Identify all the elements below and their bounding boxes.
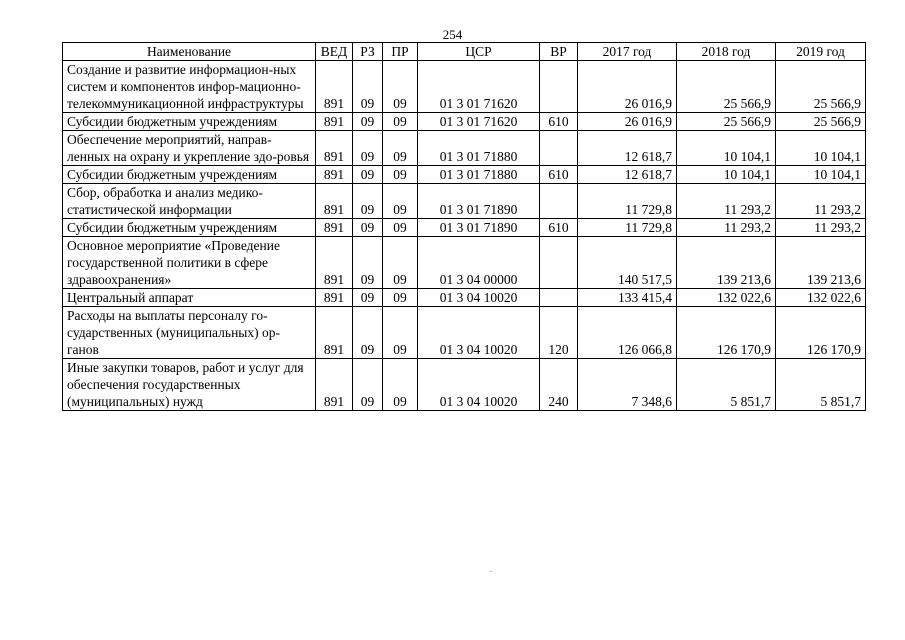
- row-name: Расходы на выплаты персоналу го-сударственных (муниципальных) ор-ганов: [63, 307, 316, 359]
- row-ved: 891: [316, 307, 353, 359]
- row-2019: 10 104,1: [776, 166, 866, 184]
- header-pr: ПР: [383, 43, 418, 61]
- row-2017: 7 348,6: [578, 359, 677, 411]
- row-rz: 09: [353, 113, 383, 131]
- row-vr: [540, 61, 578, 113]
- row-vr: [540, 289, 578, 307]
- table-row: [63, 307, 866, 359]
- row-ved: 891: [316, 166, 353, 184]
- scan-speck: [490, 571, 492, 572]
- row-ved: 891: [316, 359, 353, 411]
- row-name: Центральный аппарат: [63, 289, 316, 307]
- row-name: Обеспечение мероприятий, направ-ленных на охрану и укрепление здо-ровья: [63, 131, 316, 166]
- row-2017: 12 618,7: [578, 131, 677, 166]
- row-2018: 10 104,1: [677, 166, 776, 184]
- row-vr: 610: [540, 166, 578, 184]
- table-row: [63, 131, 866, 166]
- row-rz: 09: [353, 184, 383, 219]
- row-csr: 01 3 01 71890: [418, 184, 540, 219]
- row-vr: 610: [540, 219, 578, 237]
- row-csr: 01 3 04 10020: [418, 307, 540, 359]
- row-csr: 01 3 01 71880: [418, 131, 540, 166]
- row-name: Создание и развитие информацион-ных систем и компонентов инфор-мационно-телекоммуникационной инфраструктуры: [63, 61, 316, 113]
- budget-table: [62, 42, 866, 411]
- row-pr: 09: [383, 131, 418, 166]
- row-vr: [540, 184, 578, 219]
- row-2017: 133 415,4: [578, 289, 677, 307]
- header-name: Наименование: [63, 43, 316, 61]
- row-2019: 25 566,9: [776, 61, 866, 113]
- row-rz: 09: [353, 219, 383, 237]
- row-vr: [540, 237, 578, 289]
- row-csr: 01 3 01 71890: [418, 219, 540, 237]
- table-row: [63, 359, 866, 411]
- header-2018: 2018 год: [677, 43, 776, 61]
- header-rz: РЗ: [353, 43, 383, 61]
- row-pr: 09: [383, 289, 418, 307]
- row-rz: 09: [353, 131, 383, 166]
- row-ved: 891: [316, 237, 353, 289]
- row-2018: 25 566,9: [677, 61, 776, 113]
- row-name: Основное мероприятие «Проведение государственной политики в сфере здравоохранения»: [63, 237, 316, 289]
- header-2017: 2017 год: [578, 43, 677, 61]
- row-csr: 01 3 04 00000: [418, 237, 540, 289]
- row-2018: 11 293,2: [677, 219, 776, 237]
- row-name: Сбор, обработка и анализ медико-статистической информации: [63, 184, 316, 219]
- row-pr: 09: [383, 219, 418, 237]
- row-rz: 09: [353, 307, 383, 359]
- table-row: [63, 166, 866, 184]
- row-csr: 01 3 04 10020: [418, 359, 540, 411]
- row-pr: 09: [383, 166, 418, 184]
- row-pr: 09: [383, 113, 418, 131]
- row-ved: 891: [316, 289, 353, 307]
- row-2018: 11 293,2: [677, 184, 776, 219]
- row-vr: 120: [540, 307, 578, 359]
- row-rz: 09: [353, 359, 383, 411]
- row-name: Иные закупки товаров, работ и услуг для обеспечения государственных (муниципальных) нужд: [63, 359, 316, 411]
- header-2019: 2019 год: [776, 43, 866, 61]
- row-csr: 01 3 01 71620: [418, 113, 540, 131]
- header-csr: ЦСР: [418, 43, 540, 61]
- row-ved: 891: [316, 219, 353, 237]
- row-2018: 132 022,6: [677, 289, 776, 307]
- row-rz: 09: [353, 166, 383, 184]
- row-2019: 132 022,6: [776, 289, 866, 307]
- row-rz: 09: [353, 237, 383, 289]
- row-2019: 10 104,1: [776, 131, 866, 166]
- table-row: [63, 184, 866, 219]
- header-ved: ВЕД: [316, 43, 353, 61]
- row-name: Субсидии бюджетным учреждениям: [63, 113, 316, 131]
- row-csr: 01 3 01 71620: [418, 61, 540, 113]
- row-csr: 01 3 04 10020: [418, 289, 540, 307]
- row-vr: [540, 131, 578, 166]
- page-number: 254: [442, 27, 463, 42]
- row-2017: 26 016,9: [578, 113, 677, 131]
- row-2019: 25 566,9: [776, 113, 866, 131]
- row-pr: 09: [383, 61, 418, 113]
- table-row: [63, 219, 866, 237]
- row-2019: 11 293,2: [776, 184, 866, 219]
- row-pr: 09: [383, 359, 418, 411]
- row-vr: 240: [540, 359, 578, 411]
- header-vr: ВР: [540, 43, 578, 61]
- row-ved: 891: [316, 184, 353, 219]
- table-row: [63, 113, 866, 131]
- row-vr: 610: [540, 113, 578, 131]
- table-row: [63, 289, 866, 307]
- row-pr: 09: [383, 184, 418, 219]
- row-rz: 09: [353, 61, 383, 113]
- row-2018: 126 170,9: [677, 307, 776, 359]
- row-2017: 11 729,8: [578, 184, 677, 219]
- table-row: [63, 237, 866, 289]
- row-2017: 26 016,9: [578, 61, 677, 113]
- row-2018: 5 851,7: [677, 359, 776, 411]
- row-2019: 5 851,7: [776, 359, 866, 411]
- row-2019: 126 170,9: [776, 307, 866, 359]
- row-2017: 12 618,7: [578, 166, 677, 184]
- row-csr: 01 3 01 71880: [418, 166, 540, 184]
- row-pr: 09: [383, 237, 418, 289]
- row-2018: 25 566,9: [677, 113, 776, 131]
- row-2017: 126 066,8: [578, 307, 677, 359]
- row-2017: 140 517,5: [578, 237, 677, 289]
- row-2018: 139 213,6: [677, 237, 776, 289]
- header-row: [63, 43, 866, 61]
- row-2019: 11 293,2: [776, 219, 866, 237]
- row-2019: 139 213,6: [776, 237, 866, 289]
- row-ved: 891: [316, 113, 353, 131]
- row-ved: 891: [316, 131, 353, 166]
- row-name: Субсидии бюджетным учреждениям: [63, 219, 316, 237]
- table-row: [63, 61, 866, 113]
- row-name: Субсидии бюджетным учреждениям: [63, 166, 316, 184]
- row-2018: 10 104,1: [677, 131, 776, 166]
- row-ved: 891: [316, 61, 353, 113]
- row-pr: 09: [383, 307, 418, 359]
- row-2017: 11 729,8: [578, 219, 677, 237]
- row-rz: 09: [353, 289, 383, 307]
